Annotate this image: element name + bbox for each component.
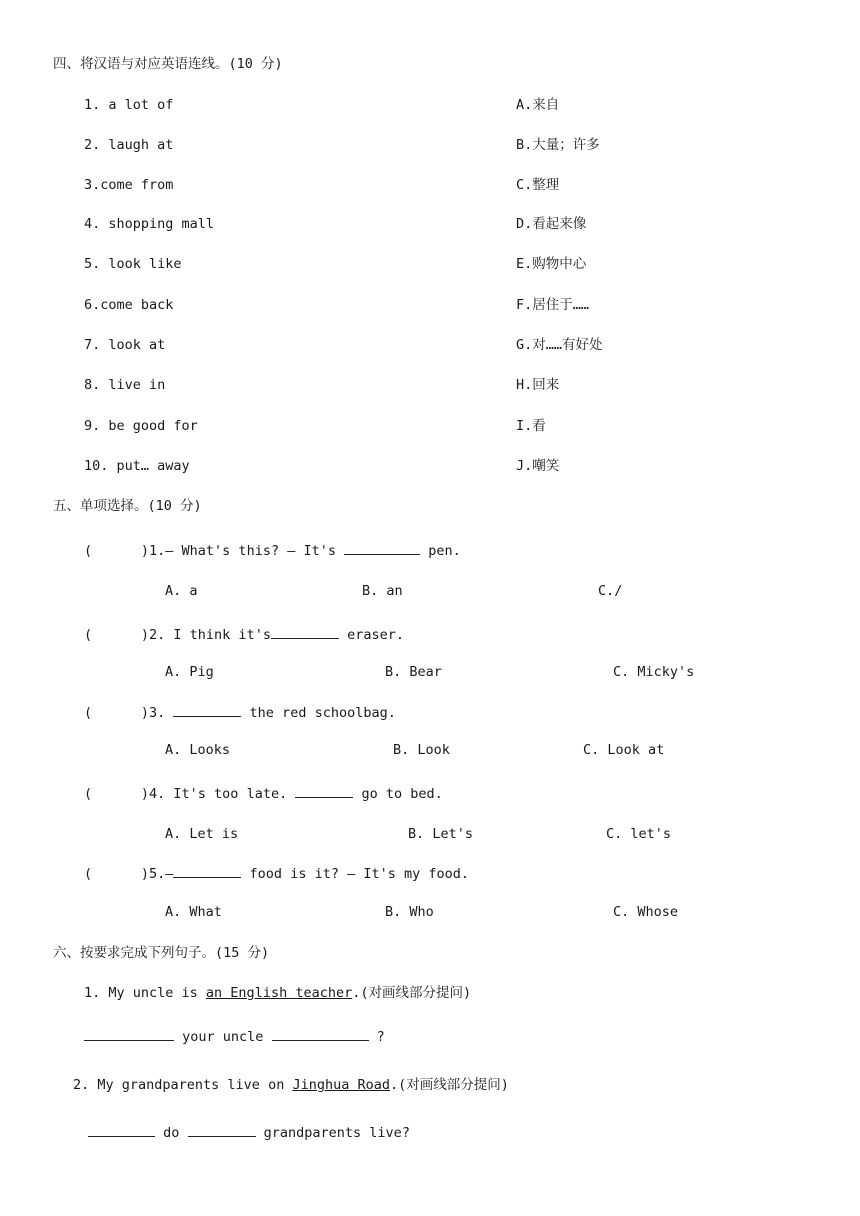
question-4 — [84, 783, 443, 803]
question-text: food is it? — It's my food. — [241, 866, 469, 882]
list-item: 3.come from — [84, 177, 174, 193]
list-item: 9. be good for — [84, 418, 198, 434]
answer-paren[interactable]: ( ) — [84, 705, 150, 721]
answer-blank[interactable] — [344, 540, 420, 555]
question-instruction: .(对画线部分提问) — [352, 985, 472, 1001]
option-b[interactable]: B. an — [362, 583, 403, 599]
list-item: 6.come back — [84, 297, 174, 313]
question-text: 3. — [149, 705, 174, 721]
answer-blank[interactable] — [173, 863, 241, 878]
option-c[interactable]: C. Look at — [583, 742, 665, 758]
option-a[interactable]: A. What — [165, 904, 222, 920]
list-item: E.购物中心 — [516, 256, 587, 272]
question-text: 1. My uncle is — [84, 985, 206, 1001]
list-item: 7. look at — [84, 337, 166, 353]
question-1 — [84, 540, 461, 560]
list-item: F.居住于…… — [516, 297, 590, 313]
question-text: 2. I think it's — [149, 627, 271, 643]
answer-paren[interactable]: ( ) — [84, 627, 150, 643]
list-item: B.大量；许多 — [516, 137, 600, 153]
list-item: D.看起来像 — [516, 216, 587, 232]
option-b[interactable]: B. Who — [385, 904, 434, 920]
underlined-phrase: Jinghua Road — [292, 1077, 390, 1093]
option-a[interactable]: A. a — [165, 583, 198, 599]
answer-blank[interactable] — [88, 1122, 155, 1137]
answer-blank[interactable] — [272, 1026, 369, 1041]
option-c[interactable]: C. Micky's — [613, 664, 695, 680]
option-a[interactable]: A. Looks — [165, 742, 231, 758]
answer-blank[interactable] — [84, 1026, 174, 1041]
list-item: 10. put… away — [84, 458, 190, 474]
question-text: pen. — [420, 543, 461, 559]
option-c[interactable]: C. Whose — [613, 904, 679, 920]
question-text: go to bed. — [353, 786, 443, 802]
answer-paren[interactable]: ( ) — [84, 543, 150, 559]
list-item: A.来自 — [516, 97, 560, 113]
question-text: 4. It's too late. — [149, 786, 296, 802]
option-b[interactable]: B. Look — [393, 742, 450, 758]
rewrite-question-2 — [73, 1076, 509, 1094]
answer-line-1 — [84, 1026, 385, 1046]
section-5-heading: 五、单项选择。(10 分) — [53, 498, 202, 514]
option-a[interactable]: A. Pig — [165, 664, 214, 680]
list-item: G.对……有好处 — [516, 337, 603, 353]
list-item: J.嘲笑 — [516, 458, 560, 474]
underlined-phrase: an English teacher — [205, 985, 353, 1001]
rewrite-question-1 — [84, 984, 471, 1002]
question-5 — [84, 863, 469, 883]
list-item: H.回来 — [516, 377, 560, 393]
answer-text: ? — [368, 1029, 385, 1045]
answer-blank[interactable] — [271, 624, 339, 639]
list-item: I.看 — [516, 418, 546, 434]
question-text: 1.— What's this? — It's — [149, 543, 345, 559]
answer-text: grandparents live? — [255, 1125, 410, 1141]
question-text: the red schoolbag. — [241, 705, 396, 721]
answer-blank[interactable] — [188, 1122, 256, 1137]
section-6-heading: 六、按要求完成下列句子。(15 分) — [53, 945, 270, 961]
list-item: 2. laugh at — [84, 137, 174, 153]
list-item: 5. look like — [84, 256, 182, 272]
option-c[interactable]: C./ — [598, 583, 623, 599]
list-item: 1. a lot of — [84, 97, 174, 113]
question-text: 2. My grandparents live on — [73, 1077, 293, 1093]
answer-paren[interactable]: ( ) — [84, 866, 150, 882]
option-a[interactable]: A. Let is — [165, 826, 239, 842]
question-2 — [84, 624, 404, 644]
question-text: eraser. — [338, 627, 404, 643]
option-b[interactable]: B. Bear — [385, 664, 442, 680]
list-item: C.整理 — [516, 177, 560, 193]
answer-line-2 — [88, 1122, 410, 1142]
answer-blank[interactable] — [295, 783, 353, 798]
list-item: 4. shopping mall — [84, 216, 215, 232]
answer-text: do — [155, 1125, 188, 1141]
list-item: 8. live in — [84, 377, 166, 393]
option-c[interactable]: C. let's — [606, 826, 672, 842]
section-4-heading: 四、将汉语与对应英语连线。(10 分) — [53, 56, 283, 72]
question-text: 5.— — [149, 866, 174, 882]
answer-text: your uncle — [174, 1029, 272, 1045]
question-3 — [84, 702, 396, 722]
question-instruction: .(对画线部分提问) — [390, 1077, 509, 1093]
answer-paren[interactable]: ( ) — [84, 786, 150, 802]
option-b[interactable]: B. Let's — [408, 826, 474, 842]
answer-blank[interactable] — [173, 702, 241, 717]
